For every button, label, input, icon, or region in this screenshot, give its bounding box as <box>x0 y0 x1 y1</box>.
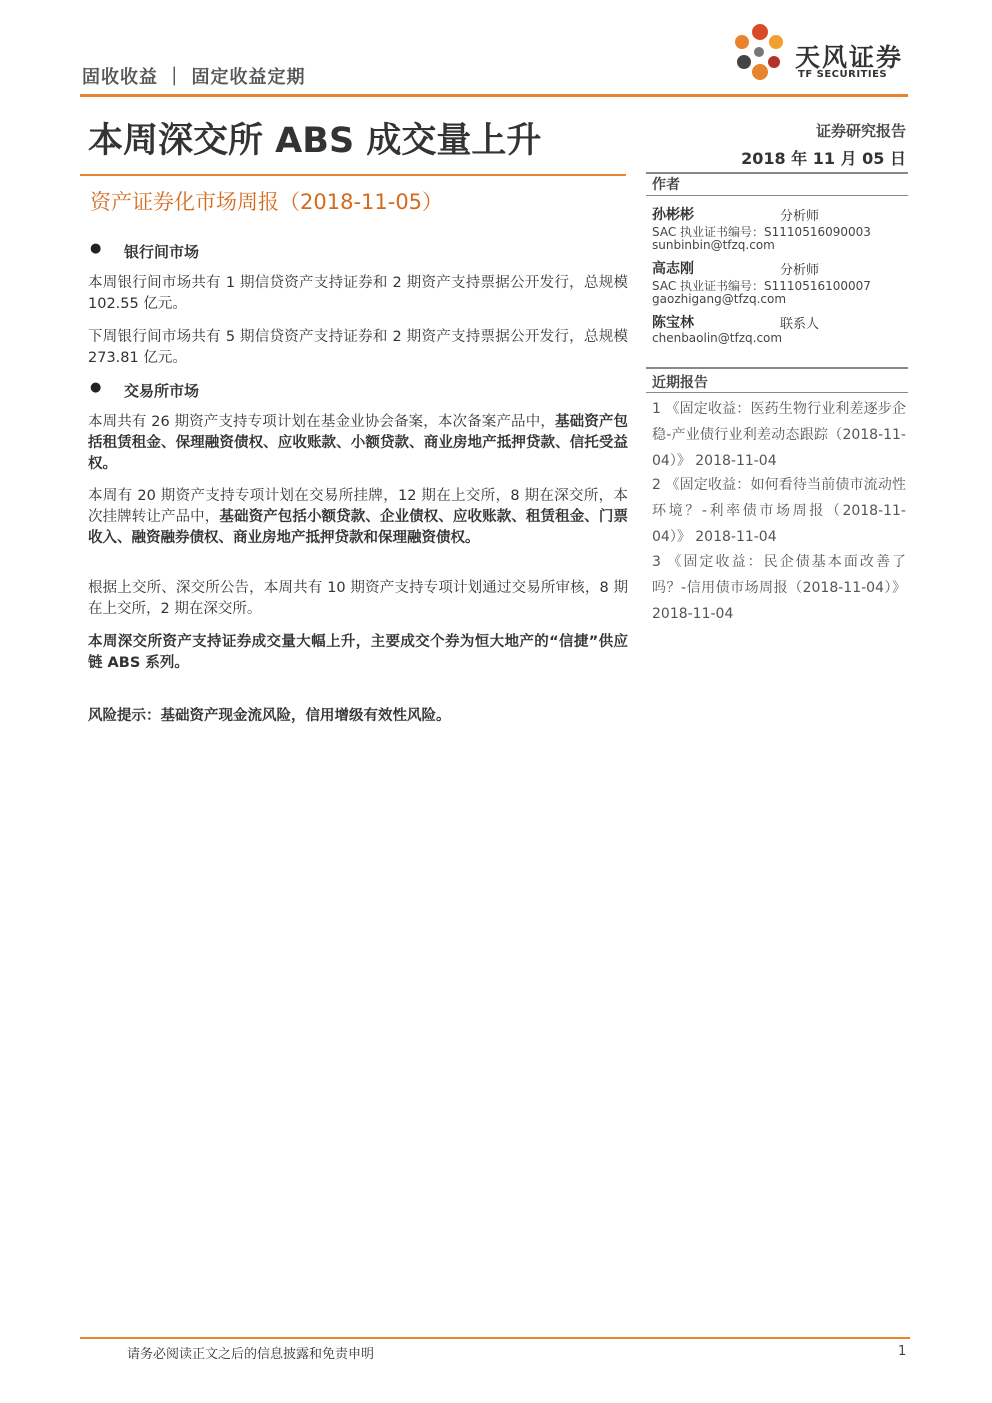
author-email[interactable]: gaozhigang@tfzq.com <box>652 292 787 306</box>
author-role: 分析师 <box>780 263 820 278</box>
recent-report-item[interactable]: 3 《固定收益：民企债基本面改善了吗？-信用债市场周报（2018-11-04）》 2018-11-04 <box>652 554 906 622</box>
author-cert: SAC 执业证书编号：S1110516100007 <box>652 279 871 293</box>
logo-petal <box>737 55 751 69</box>
footer-disclaimer: 请务必阅读正文之后的信息披露和免责申明 <box>127 1347 375 1362</box>
recent-report-item[interactable]: 2 《固定收益：如何看待当前债市流动性环境？-利率债市场周报（2018-11-04）》 2018-11-04 <box>652 477 906 545</box>
report-date: 2018 年 11 月 05 日 <box>741 149 906 168</box>
page-subtitle: 资产证券化市场周报（2018-11-05） <box>90 190 444 214</box>
paragraph-exchange-2 <box>88 486 628 549</box>
logo-petal <box>735 35 749 49</box>
logo-text-cn: 天风证券 <box>795 43 904 72</box>
text-span: 本周共有 26 期资产支持专项计划在基金业协会备案，本次备案产品中， <box>88 414 555 430</box>
header-rule <box>80 94 908 97</box>
risk-warning: 风险提示：基础资产现金流风险，信用增级有效性风险。 <box>88 708 451 724</box>
section-heading-interbank: 银行间市场 <box>124 243 200 261</box>
section-heading-exchange: 交易所市场 <box>124 382 200 400</box>
author-role: 联系人 <box>780 317 820 332</box>
recent-heading: 近期报告 <box>652 375 708 391</box>
author-name: 孙彬彬 <box>652 207 694 223</box>
page-number: 1 <box>898 1344 907 1359</box>
sidebar-rule <box>646 392 908 393</box>
author-name: 陈宝林 <box>652 315 694 331</box>
logo-petal <box>752 64 768 80</box>
report-type: 证券研究报告 <box>815 122 906 140</box>
author-name: 高志刚 <box>652 261 694 277</box>
authors-heading: 作者 <box>652 177 680 193</box>
recent-report-item[interactable]: 1 《固定收益：医药生物行业利差逐步企稳-产业债行业利差动态跟踪（2018-11-04）》 2018-11-04 <box>652 401 906 469</box>
sidebar-rule <box>646 195 908 196</box>
author-email[interactable]: sunbinbin@tfzq.com <box>652 238 775 252</box>
text-span-bold: 基础资产包括小额贷款、企业债权、应收账款、租赁租金、门票收入、融资融券债权、商业房地产抵押贷款和保理融资债权。 <box>88 509 628 546</box>
paragraph-interbank-2: 下周银行间市场共有 5 期信贷资产支持证券和 2 期资产支持票据公开发行，总规模 273.81 亿元。 <box>88 329 628 366</box>
text-span: 本周有 20 期资产支持专项计划在交易所挂牌，12 期在上交所，8 期在深交所，本次挂牌转让产品中， <box>88 488 628 525</box>
author-email[interactable]: chenbaolin@tfzq.com <box>652 331 783 345</box>
sidebar-rule <box>646 367 908 369</box>
paragraph-exchange-1 <box>88 412 628 475</box>
footer-rule <box>80 1337 910 1339</box>
author-role: 分析师 <box>780 209 820 224</box>
page-title: 本周深交所 ABS 成交量上升 <box>88 121 542 161</box>
logo-petal <box>769 35 783 49</box>
bullet-icon: ● <box>90 241 102 256</box>
subtitle-rule <box>80 174 626 176</box>
logo-petal <box>768 56 780 68</box>
bullet-icon: ● <box>90 380 102 395</box>
text-span-bold: 基础资产包括租赁租金、保理融资债权、应收账款、小额贷款、商业房地产抵押贷款、信托受益权。 <box>88 414 629 472</box>
logo-petal <box>752 24 768 40</box>
author-cert: SAC 执业证书编号：S1110516090003 <box>652 225 871 239</box>
paragraph-exchange-3: 根据上交所、深交所公告，本周共有 10 期资产支持专项计划通过交易所审核，8 期在上交所，2 期在深交所。 <box>88 580 628 617</box>
paragraph-interbank-1: 本周银行间市场共有 1 期信贷资产支持证券和 2 期资产支持票据公开发行，总规模 102.55 亿元。 <box>88 275 628 312</box>
logo-petal <box>754 47 764 57</box>
logo-text-en: TF SECURITIES <box>798 69 888 80</box>
header-category: 固收收益 ｜ 固定收益定期 <box>82 67 306 88</box>
paragraph-exchange-4: 本周深交所资产支持证券成交量大幅上升，主要成交个券为恒大地产的“信捷”供应链 ABS 系列。 <box>88 634 628 671</box>
sidebar-rule <box>646 172 908 174</box>
